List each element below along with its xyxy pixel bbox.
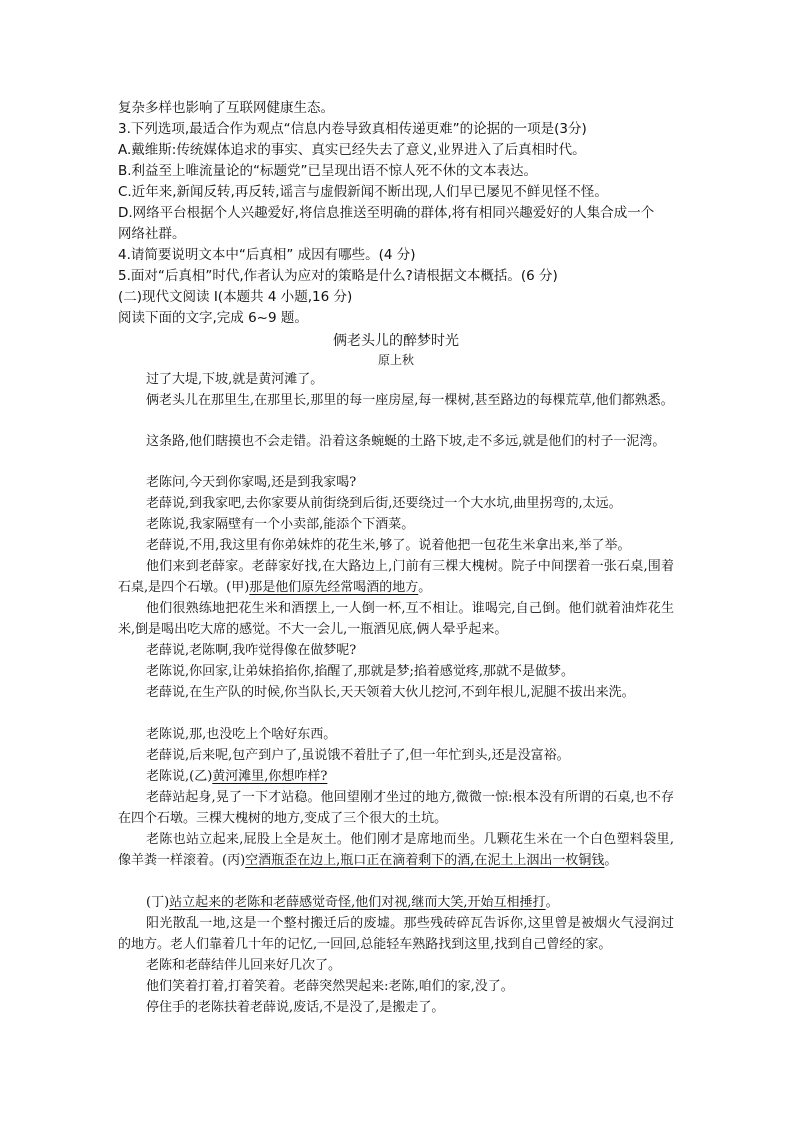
story-paragraph: 老薛说,老陈啊,我咋觉得像在做梦呢? (146, 643, 357, 658)
q5-text: 5.面对“后真相”时代,作者认为应对的策略是什么?请根据文本概括。(6 分) (118, 268, 558, 284)
q3-option-d-line2: 网络社群。 (118, 226, 186, 242)
story-paragraph: 他们很熟练地把花生米和酒摆上,一人倒一杯,互不相让。谁喝完,自己倒。他们就着油炸花生米,倒是喝出吃大席的感觉。不大一会儿,一瓶酒见底,俩人晕乎起来。 (118, 601, 674, 637)
story-paragraph: 老薛说,到我家吧,去你家要从前街绕到后街,还要绕过一个大水坑,曲里拐弯的,太远。 (146, 496, 622, 511)
jia-underlined-sentence: 那是他们原先经常喝酒的地方 (249, 580, 419, 595)
q3-stem: 3.下列选项,最适合作为观点“信息内卷导致真相传递更难”的论据的一项是(3分) (118, 121, 587, 137)
story-paragraph: 俩老头儿在那里生,在那里长,那里的每一座房屋,每一棵树,甚至路边的每棵荒草,他们都熟悉。 (146, 393, 674, 408)
q3-option-c: C.近年来,新闻反转,再反转,谣言与虚假新闻不断出现,人们早已屡见不鲜见怪不怪。 (118, 184, 608, 200)
story-paragraph: 老陈说,那,也没吃上个啥好东西。 (146, 727, 337, 742)
story-paragraph: 过了大堤,下坡,就是黄河滩了。 (146, 372, 324, 387)
story-paragraph: 老薛说,后来呢,包产到户了,虽说饿不着肚子了,但一年忙到头,还是没富裕。 (146, 748, 570, 763)
ding-end-punct: 。 (545, 895, 559, 910)
story-author: 原上秋 (377, 353, 414, 367)
story-paragraph: 老陈问,今天到你家喝,还是到我家喝? (146, 475, 357, 490)
ding-prefix: (丁) (146, 895, 170, 910)
story-title: 俩老头儿的醉梦时光 (333, 333, 459, 349)
story-paragraph: 他们笑着打着,打着笑着。老薛突然哭起来:老陈,咱们的家,没了。 (146, 979, 514, 994)
q4-text: 4.请简要说明文本中“后真相” 成因有哪些。(4 分) (118, 247, 416, 263)
q3-option-b: B.利益至上唯流量论的“标题党”已呈现出语不惊人死不休的文本表达。 (118, 163, 538, 179)
jia-lead-text: 他们来到老薛家。老薛家好找,在大路边上,门前有三棵大槐树。院子中间摆着一张石桌,围着石桌,是四个石墩。(甲) (118, 559, 674, 595)
story-paragraph: 停住手的老陈扶着老薛说,废话,不是没了,是搬走了。 (146, 1000, 445, 1015)
yi-underlined-sentence: 黄河滩里,你想咋样? (212, 769, 328, 784)
story-paragraph: 老陈说,我家隔壁有一个小卖部,能添个下酒菜。 (146, 517, 415, 532)
yi-lead-text: 老陈说,(乙) (146, 769, 213, 784)
jia-end-punct: 。 (418, 580, 432, 595)
section-heading: (二)现代文阅读 I(本题共 4 小题,16 分) (118, 289, 353, 305)
bing-lead-text: 老陈也站立起来,屁股上全是灰土。他们刚才是席地而坐。几颗花生米在一个白色塑料袋里,像羊粪一样滚着。(丙) (118, 832, 674, 868)
bing-underlined-sentence: 空酒瓶歪在边上,瓶口正在滴着剩下的酒,在泥土上洇出一枚铜钱 (245, 853, 605, 868)
story-paragraph: 老陈和老薛结伴儿回来好几次了。 (146, 958, 342, 973)
story-paragraph: 阳光散乱一地,这是一个整村搬迁后的废墟。那些残砖碎瓦告诉你,这里曾是被烟火气浸润过的地方。老人们靠着几十年的记忆,一回回,总能轻车熟路找到这里,找到自己曾经的家。 (118, 916, 674, 952)
q2-tail-text: 复杂多样也影响了互联网健康生态。 (118, 100, 334, 116)
story-paragraph-bing (118, 829, 674, 871)
story-paragraph: 老薛说,不用,我这里有你弟妹炸的花生米,够了。说着他把一包花生米拿出来,举了举。 (146, 538, 631, 553)
q3-option-d-line1: D.网络平台根据个人兴趣爱好,将信息推送至明确的群体,将有相同兴趣爱好的人集合成一个 (118, 205, 655, 221)
story-paragraph: 这条路,他们瞎摸也不会走错。沿着这条蜿蜒的土路下坡,走不多远,就是他们的村子一泥湾。 (146, 434, 666, 449)
story-paragraph-jia (118, 556, 674, 598)
story-paragraph-yi (118, 766, 674, 787)
bing-end-punct: 。 (604, 853, 618, 868)
story-paragraph: 老陈说,你回家,让弟妹掐掐你,掐醒了,那就是梦;掐着感觉疼,那就不是做梦。 (146, 664, 575, 679)
q3-option-a: A.戴维斯:传统媒体追求的事实、真实已经失去了意义,业界进入了后真相时代。 (118, 142, 586, 158)
story-paragraph-ding (118, 892, 674, 913)
ding-underlined-sentence: 站立起来的老陈和老薛感觉奇怪,他们对视,继而大笑,开始互相捶打 (169, 895, 546, 910)
story-paragraph: 老薛说,在生产队的时候,你当队长,天天领着大伙儿挖河,不到年根儿,泥腿不拔出来洗。 (146, 685, 635, 700)
story-paragraph: 老薛站起身,晃了一下才站稳。他回望刚才坐过的地方,微微一惊:根本没有所谓的石桌,也不存在四个石墩。三棵大槐树的地方,变成了三个很大的土坑。 (118, 790, 674, 826)
section-instruction: 阅读下面的文字,完成 6~9 题。 (118, 310, 308, 326)
